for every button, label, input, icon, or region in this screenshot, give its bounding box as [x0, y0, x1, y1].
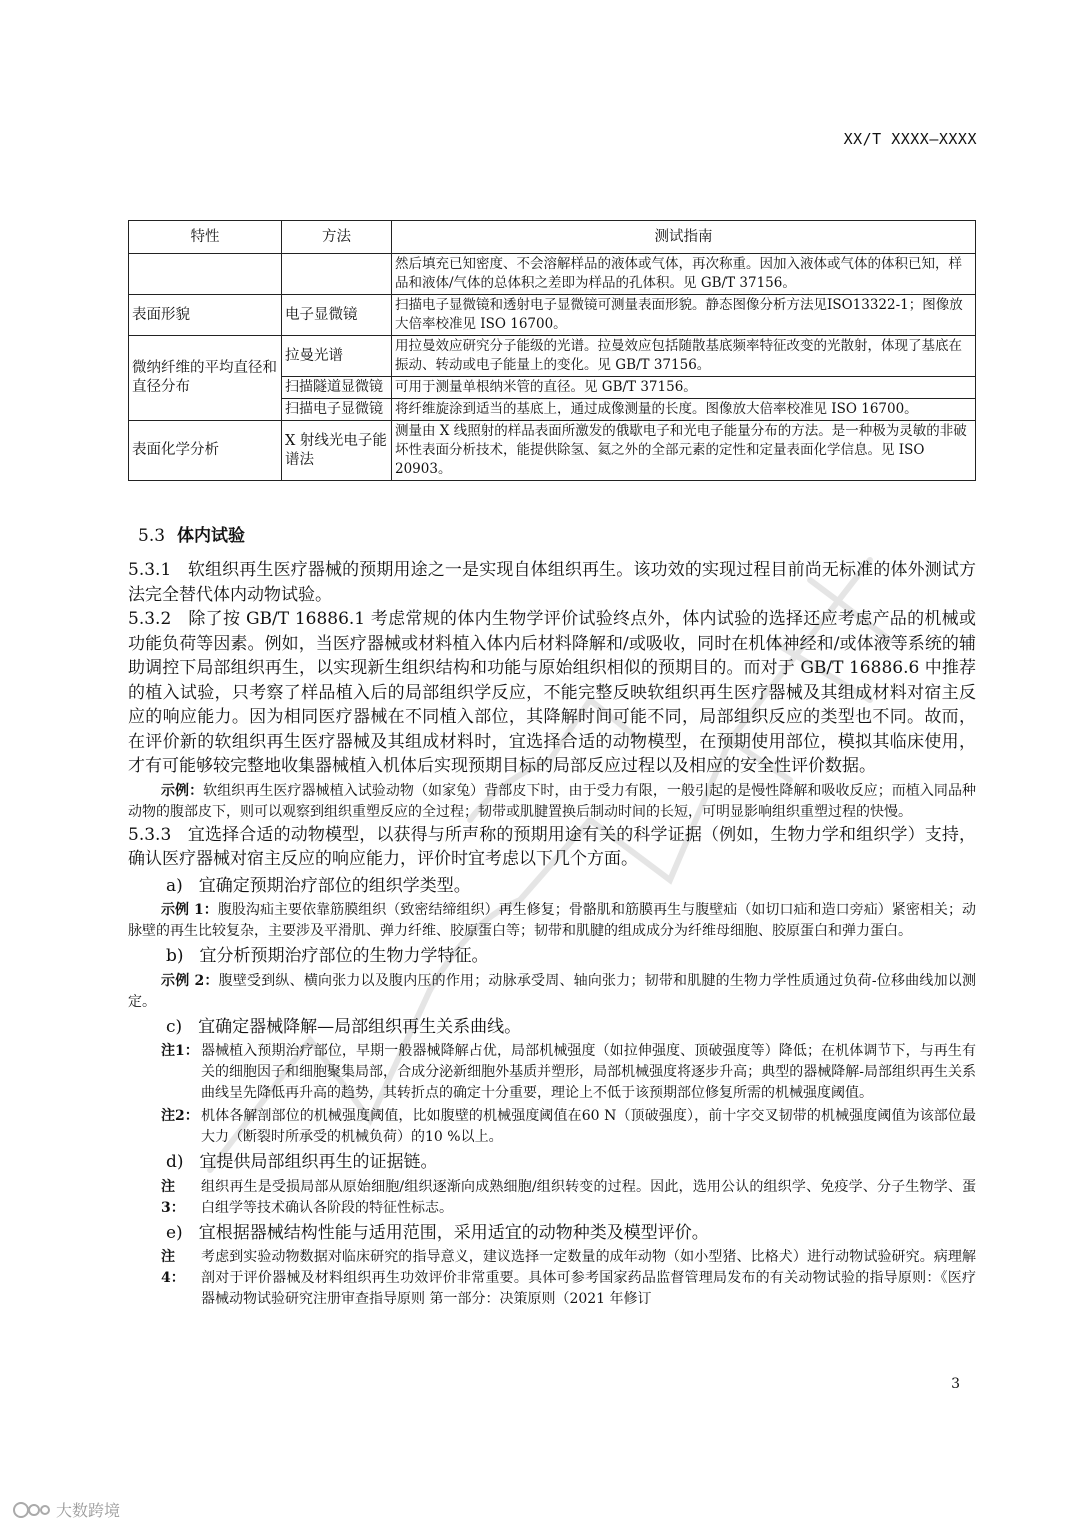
example-label: 示例 2： — [161, 972, 219, 989]
table-row — [129, 254, 976, 295]
note-label: 注1： — [161, 1043, 199, 1059]
cell-method: 扫描电子显微镜 — [282, 399, 392, 421]
clause-text: 软组织再生医疗器械的预期用途之一是实现自体组织再生。该功效的实现过程目前尚无标准的体外测试方法完全替代体内动物试验。 — [128, 560, 976, 605]
list-item-d — [166, 1150, 976, 1175]
cell-method: X 射线光电子能谱法 — [282, 421, 392, 481]
item-label: a) — [166, 875, 183, 896]
item-label: b) — [166, 946, 184, 966]
table-header-row — [129, 221, 976, 254]
example-2 — [128, 971, 976, 1013]
cell-guide: 可用于测量单根纳米管的直径。见 GB/T 37156。 — [392, 377, 976, 399]
example-1 — [128, 900, 976, 942]
note-text: 考虑到实验动物数据对临床研究的指导意义，建议选择一定数量的成年动物（如小型猪、比格犬）进行动物试验研究。病理解剖对于评价器械及材料组织再生功效评价非常重要。具体可参考国家药品监督管理局发布的有关动物试验的指导原则：《医疗器械动物试验研究注册审查指导原则 第一部分：决策原则（2021 年修订 — [201, 1249, 976, 1307]
item-text: 宜确定器械降解—局部组织再生关系曲线。 — [198, 1016, 522, 1037]
header-property: 特性 — [129, 221, 282, 254]
clause-number: 5.3.1 — [128, 560, 172, 580]
page-number: 3 — [951, 1376, 960, 1392]
list-item-c — [166, 1015, 976, 1040]
item-label: d) — [166, 1152, 184, 1172]
clause-text: 除了按 GB/T 16886.1 考虑常规的体内生物学评价试验终点外，体内试验的选择还应考虑产品的机械或功能负荷等因素。例如，当医疗器械或材料植入体内后材料降解和/或吸收，同时在机体神经和/或体液等系统的辅助调控下局部组织再生，以实现新生组织结构和功能与原始组织相似的预期目的。而对于 GB/T 16886.6 中推荐的植入试验，只考察了样品植入后的局部组织学反应，不能完整反映软组织再生医疗器械及其组成材料对宿主反应的响应能力。因为相同医疗器械在不同植入部位，其降解时间可能不同，局部组织反应的类型也不同。故而，在评价新的软组织再生医疗器械及其组成材料时，宜选择合适的动物模型，在预期使用部位，模拟其临床使用，才有可能够较完整地收集器械植入机体后实现预期目标的局部反应过程以及相应的安全性评价数据。 — [128, 609, 976, 776]
cell-guide: 将纤维旋涂到适当的基底上，通过成像测量的长度。图像放大倍率校准见 ISO 16700。 — [392, 399, 976, 421]
item-text: 宜提供局部组织再生的证据链。 — [199, 1152, 438, 1172]
cell-guide: 扫描电子显微镜和透射电子显微镜可测量表面形貌。静态图像分析方法见ISO13322-1；图像放大倍率校准见 ISO 16700。 — [392, 295, 976, 336]
section-number: 5.3 — [138, 526, 166, 546]
clause-number: 5.3.2 — [128, 609, 172, 629]
cell-property: 微纳纤维的平均直径和直径分布 — [129, 336, 282, 421]
clause-text: 宜选择合适的动物模型，以获得与所声称的预期用途有关的科学证据（例如，生物力学和组织学）支持，确认医疗器械对宿主反应的响应能力，评价时宜考虑以下几个方面。 — [128, 824, 976, 869]
section-body — [128, 522, 976, 1310]
note-4 — [161, 1247, 976, 1310]
item-label: c) — [166, 1016, 183, 1037]
note-label: 注 4： — [161, 1249, 185, 1286]
note-text: 器械植入预期治疗部位，早期一般器械降解占优，局部机械强度（如拉伸强度、顶破强度等）降低；在机体调节下，与再生有关的细胞因子和细胞聚集局部，合成分泌新细胞外基质并塑形，局部机械强度将逐步升高；典型的器械降解-局部组织再生关系曲线呈先降低再升高的趋势，其转折点的确定十分重要，理论上不低于该预期部位修复所需的机械强度阈值。 — [201, 1043, 976, 1101]
header-guide: 测试指南 — [392, 221, 976, 254]
note-label: 注 3： — [161, 1178, 185, 1216]
clause-5-3-2 — [128, 607, 976, 779]
brand-logo-icon — [12, 1501, 52, 1519]
table-row — [129, 295, 976, 336]
cell-guide: 测量由 X 线照射的样品表面所激发的俄歇电子和光电子能量分布的方法。是一种极为灵敏的非破坏性表面分析技术，能提供除氢、氦之外的全部元素的定性和定量表面化学信息。见 ISO 20903。 — [392, 421, 976, 481]
property-test-table — [128, 220, 976, 481]
cell-method: 电子显微镜 — [282, 295, 392, 336]
item-label: e) — [166, 1222, 183, 1243]
list-item-b — [166, 944, 976, 969]
cell-method — [282, 254, 392, 295]
item-text: 宜确定预期治疗部位的组织学类型。 — [198, 875, 471, 896]
example — [128, 781, 976, 823]
document-code: XX/T XXXX—XXXX — [843, 130, 977, 148]
example-text: 腹壁受到纵、横向张力以及腹内压的作用；动脉承受周、轴向张力；韧带和肌腱的生物力学性质通过负荷-位移曲线加以测定。 — [128, 972, 976, 1010]
cell-method: 拉曼光谱 — [282, 336, 392, 377]
example-label: 示例 1： — [161, 902, 218, 918]
cell-property — [129, 254, 282, 295]
section-title: 体内试验 — [177, 526, 246, 546]
cell-method: 扫描隧道显微镜 — [282, 377, 392, 399]
list-item-a — [166, 874, 976, 899]
clause-5-3-3 — [128, 823, 976, 872]
header-method: 方法 — [282, 221, 392, 254]
cell-property: 表面形貌 — [129, 295, 282, 336]
cell-guide: 然后填充已知密度、不会溶解样品的液体或气体，再次称重。因加入液体或气体的体积已知，样品和液体/气体的总体积之差即为样品的孔体积。见 GB/T 37156。 — [392, 254, 976, 295]
note-3 — [161, 1177, 976, 1219]
example-text: 腹股沟疝主要依靠筋膜组织（致密结缔组织）再生修复；骨骼肌和筋膜再生与腹壁疝（如切口疝和造口旁疝）紧密相关；动脉壁的再生比较复杂，主要涉及平滑肌、弹力纤维、胶原蛋白等；韧带和肌腱的组成成分为纤维母细胞、胶原蛋白和弹力蛋白。 — [128, 902, 976, 939]
note-2 — [161, 1106, 976, 1148]
brand-watermark — [12, 1498, 120, 1521]
table-row — [129, 336, 976, 377]
note-label: 注2： — [161, 1108, 199, 1124]
cell-guide: 用拉曼效应研究分子能级的光谱。拉曼效应包括随散基底频率特征改变的光散射，体现了基底在振动、转动或电子能量上的变化。见 GB/T 37156。 — [392, 336, 976, 377]
brand-name: 大数跨境 — [56, 1501, 121, 1520]
note-text: 组织再生是受损局部从原始细胞/组织逐渐向成熟细胞/组织转变的过程。因此，选用公认的组织学、免疫学、分子生物学、蛋白组学等技术确认各阶段的特征性标志。 — [201, 1178, 976, 1216]
item-text: 宜根据器械结构性能与适用范围，采用适宜的动物种类及模型评价。 — [198, 1222, 709, 1243]
item-text: 宜分析预期治疗部位的生物力学特征。 — [199, 946, 489, 966]
example-label: 示例： — [161, 782, 204, 799]
cell-property: 表面化学分析 — [129, 421, 282, 481]
list-item-e — [166, 1221, 976, 1246]
table-row — [129, 421, 976, 481]
clause-number: 5.3.3 — [128, 824, 172, 845]
note-text: 机体各解剖部位的机械强度阈值，比如腹壁的机械强度阈值在60 N（顶破强度），前十字交叉韧带的机械强度阈值为该部位最大力（断裂时所承受的机械负荷）的10 %以上。 — [201, 1108, 976, 1145]
note-1 — [161, 1041, 976, 1104]
example-text: 软组织再生医疗器械植入试验动物（如家兔）背部皮下时，由于受力有限，一般引起的是慢性降解和吸收反应；而植入同品种动物的腹部皮下，则可以观察到组织重塑反应的全过程；韧带或肌腱置换后制动时间的长短，可明显影响组织重塑过程的快慢。 — [128, 782, 977, 820]
clause-5-3-1 — [128, 558, 976, 607]
section-heading — [138, 522, 976, 550]
